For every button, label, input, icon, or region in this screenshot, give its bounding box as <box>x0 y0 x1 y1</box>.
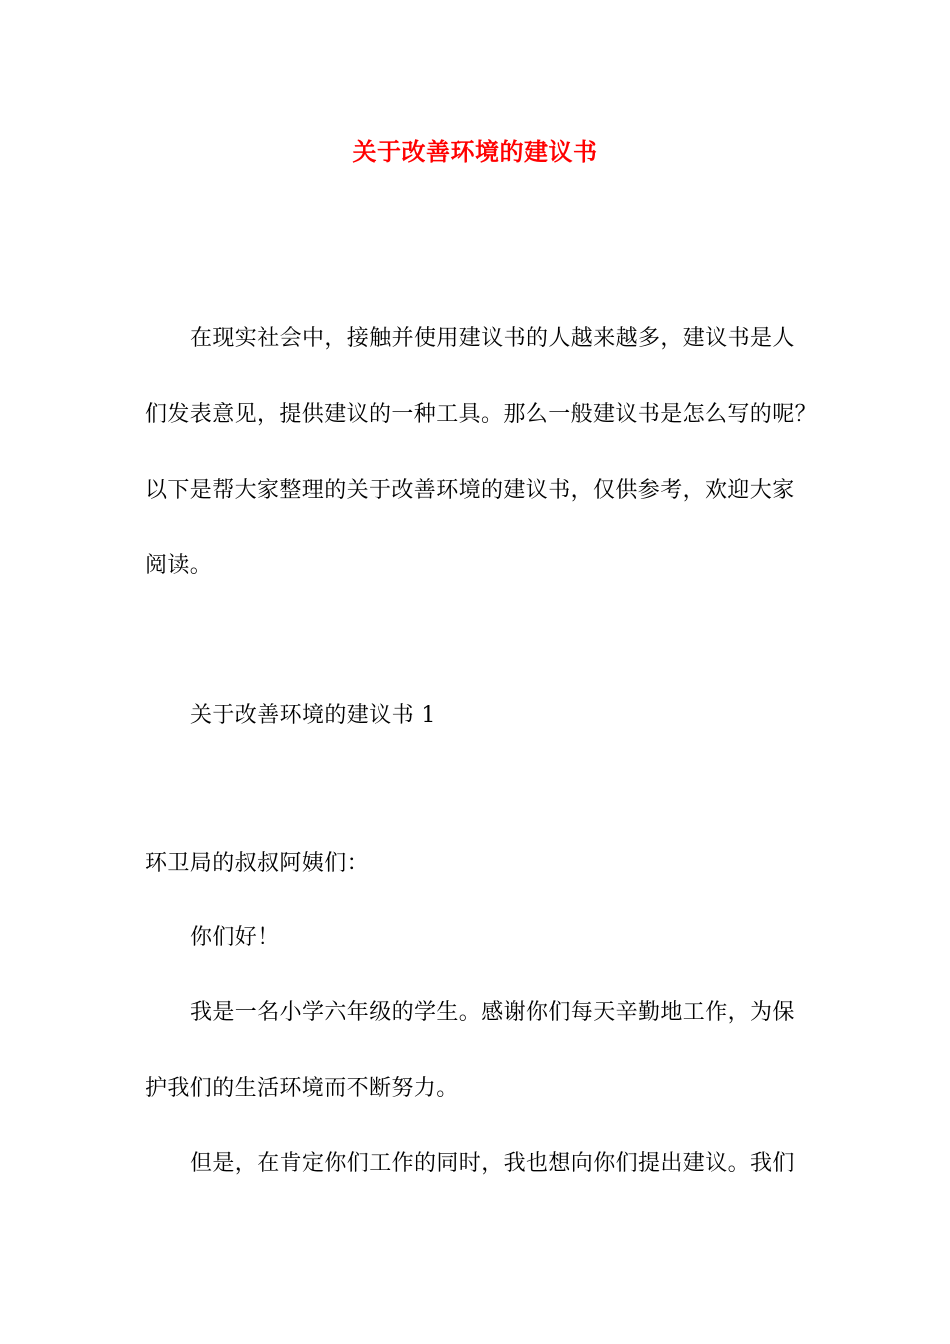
salutation: 环卫局的叔叔阿姨们： <box>145 851 370 876</box>
greeting: 你们好！ <box>190 925 280 950</box>
document-title: 关于改善环境的建议书 <box>352 137 598 166</box>
paragraph-2-line-1: 但是，在肯定你们工作的同时，我也想向你们提出建议。我们 <box>190 1151 795 1176</box>
intro-line-4: 阅读。 <box>145 553 213 578</box>
intro-line-3: 以下是帮大家整理的关于改善环境的建议书，仅供参考，欢迎大家 <box>145 478 795 503</box>
paragraph-1-line-1: 我是一名小学六年级的学生。感谢你们每天辛勤地工作，为保 <box>190 1000 795 1025</box>
section-heading: 关于改善环境的建议书 1 <box>190 703 436 728</box>
intro-line-2: 们发表意见，提供建议的一种工具。那么一般建议书是怎么写的呢？ <box>145 402 818 427</box>
intro-line-1: 在现实社会中，接触并使用建议书的人越来越多，建议书是人 <box>190 326 795 351</box>
paragraph-1-line-2: 护我们的生活环境而不断努力。 <box>145 1076 459 1101</box>
